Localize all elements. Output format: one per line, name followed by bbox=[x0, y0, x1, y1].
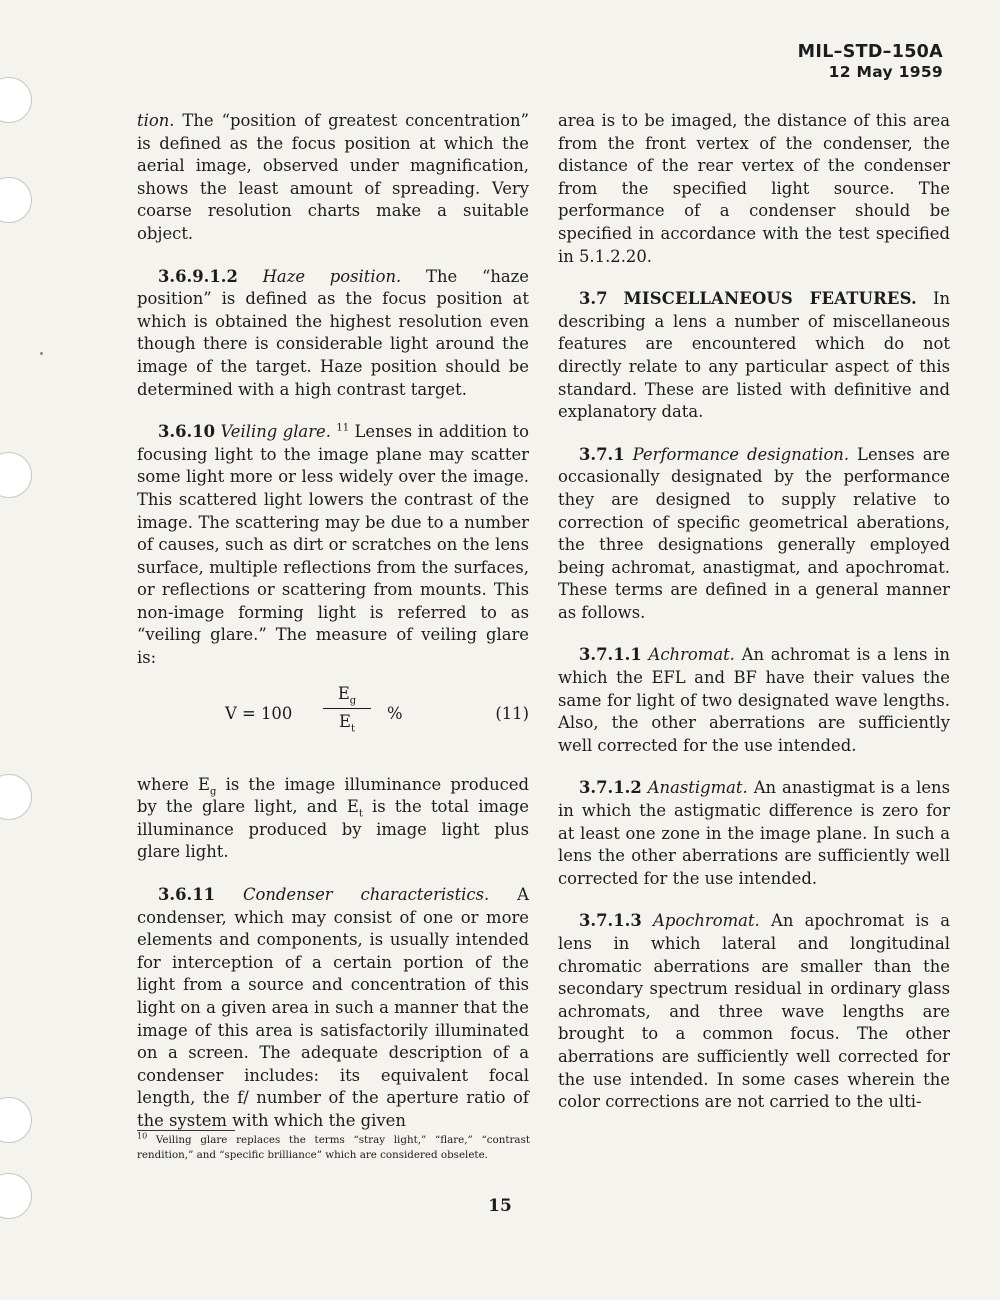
paragraph-text: A condenser, which may consist of one or more elements and components, is usually intended for interception of a certain portion of the light from a source and concentration of this light on a given area in such a manner that the image of this area is satisfactorily illuminated on a screen. The adequate description of a condenser includes: its equivalent focal length, the f/ number of the aperture ratio of the system with which the given bbox=[137, 885, 529, 1130]
equation-lhs: V = 100 bbox=[225, 703, 293, 723]
standard-number: MIL–STD–150A bbox=[797, 42, 943, 62]
paragraph-apochromat bbox=[558, 910, 950, 1113]
paragraph-text: is the image illuminance produced by the glare light, and E bbox=[137, 774, 530, 817]
paragraph-text: The “haze position” is defined as the focus position at which is obtained the highest resolution even though there is considerable light around the image of the target. Haze position should be determined with a high contrast target. bbox=[137, 266, 530, 399]
paragraph-veiling-glare bbox=[137, 421, 529, 670]
section-title: Haze position. bbox=[262, 266, 402, 286]
paragraph-text: where E bbox=[137, 774, 210, 794]
italic-text: tion. bbox=[137, 111, 175, 130]
paragraph-haze-position bbox=[137, 266, 529, 402]
paragraph-text: An anastigmat is a lens in which the astigmatic difference is zero for at least one zone in the image plane. In such a lens the other aberrations are sufficiently well corrected for the use intended. bbox=[558, 778, 950, 888]
equation-11 bbox=[137, 684, 529, 754]
left-column bbox=[137, 110, 529, 1133]
paragraph-achromat bbox=[558, 644, 950, 757]
binder-hole bbox=[0, 452, 32, 498]
binder-hole bbox=[0, 1097, 32, 1143]
section-title: Anastigmat. bbox=[647, 778, 748, 798]
page-header bbox=[798, 42, 943, 82]
section-number: 3.7.1 bbox=[579, 444, 625, 464]
numerator-subscript: g bbox=[349, 694, 357, 706]
section-title: Apochromat. bbox=[653, 911, 760, 931]
paragraph-text: An achromat is a lens in which the EFL and BF have their values the same for light of two designated wave lengths. Also, the other aberrations are sufficiently well corrected for the use intended. bbox=[558, 645, 950, 755]
paragraph-anastigmat bbox=[558, 777, 950, 890]
denominator-subscript: t bbox=[350, 722, 355, 734]
footnote-number: 10 bbox=[137, 1131, 148, 1141]
paragraph-text: Lenses in addition to focusing light to the image plane may scatter some light more or less widely over the image. This scattered light lowers the contrast of the image. The scattering may be due to a number of causes, such as dirt or scratches on the lens surface, multiple reflections from the surfaces, or reflections or scattering from mounts. This non-image forming light is referred to as “veiling glare.” The measure of veiling glare is: bbox=[137, 422, 529, 668]
section-title: Condenser characteristics. bbox=[242, 885, 490, 905]
section-title: Achromat. bbox=[648, 645, 735, 665]
page-number: 15 bbox=[488, 1196, 512, 1216]
binder-hole bbox=[0, 774, 32, 820]
subscript: g bbox=[209, 785, 217, 797]
denominator bbox=[323, 712, 371, 734]
paragraph-text: Lenses are occasionally designated by the performance they are designed to supply relative to correction of specific geometrical aberations, the three designations generally employed being achromat, anastigmat, and apochromat. These terms are defined in a general manner as follows. bbox=[558, 444, 950, 622]
section-number: 3.7.1.3 bbox=[579, 911, 642, 931]
footnote bbox=[137, 1133, 530, 1163]
header-date: 12 May 1959 bbox=[828, 63, 943, 81]
paragraph bbox=[558, 110, 950, 268]
paragraph-text: area is to be imaged, the distance of this area from the front vertex of the condenser, the distance of the rear vertex of the condenser from the specified light source. The performance of a condenser should be specified in accordance with the test specified in 5.1.2.20. bbox=[558, 111, 950, 266]
numerator bbox=[323, 684, 371, 706]
section-number: 3.6.10 bbox=[158, 422, 216, 442]
paragraph-where bbox=[137, 774, 529, 864]
right-column bbox=[558, 110, 950, 1114]
section-number: 3.6.9.1.2 bbox=[158, 266, 238, 286]
equation-number: (11) bbox=[495, 703, 529, 723]
section-title: MISCELLANEOUS FEATURES. bbox=[623, 289, 917, 309]
paragraph-miscellaneous-features bbox=[558, 288, 950, 424]
footnote-text: Veiling glare replaces the terms “stray light,” “flare,” “contrast rendition,” and “specific brilliance” which are considered obselete. bbox=[137, 1134, 530, 1161]
section-title: Veiling glare. bbox=[220, 422, 331, 442]
paragraph-text: An apochromat is a lens in which lateral and longitudinal chromatic aberrations are smaller than the secondary spectrum residual in ordinary glass achromats, and three wave lengths are brought to a common focus. The other aberrations are sufficiently well corrected for the use intended. In some cases wherein the color corrections are not carried to the ulti- bbox=[558, 911, 950, 1112]
paragraph-text: The “position of greatest concentration” is defined as the focus position at which the aerial image, observed under magnification, shows the least amount of spreading. Very coarse resolution charts make a suitable object. bbox=[137, 111, 529, 243]
footnote-ref: 11 bbox=[336, 422, 350, 434]
paragraph-text: In describing a lens a number of miscellaneous features are encountered which do not directly relate to any particular aspect of this standard. These are listed with definitive and explanatory data. bbox=[558, 289, 950, 422]
denominator-symbol: E bbox=[339, 711, 351, 731]
numerator-symbol: E bbox=[337, 683, 350, 703]
percent-sign: % bbox=[387, 703, 403, 723]
section-number: 3.7.1.1 bbox=[579, 645, 642, 665]
paragraph-condenser bbox=[137, 884, 529, 1133]
fraction-bar bbox=[323, 708, 371, 709]
section-number: 3.6.11 bbox=[158, 885, 216, 905]
section-number: 3.7.1.2 bbox=[579, 778, 642, 798]
paragraph bbox=[137, 110, 529, 246]
section-title: Performance designation. bbox=[632, 444, 850, 464]
paragraph-text: is the total image illuminance produced by image light plus glare light. bbox=[137, 797, 529, 862]
equation-fraction bbox=[323, 684, 371, 734]
section-number: 3.7 bbox=[579, 289, 608, 309]
binder-hole bbox=[0, 177, 32, 223]
speck bbox=[40, 352, 43, 355]
footnote-rule bbox=[137, 1130, 235, 1131]
binder-hole bbox=[0, 77, 32, 123]
subscript: t bbox=[358, 808, 363, 820]
paragraph-performance-designation bbox=[558, 444, 950, 625]
